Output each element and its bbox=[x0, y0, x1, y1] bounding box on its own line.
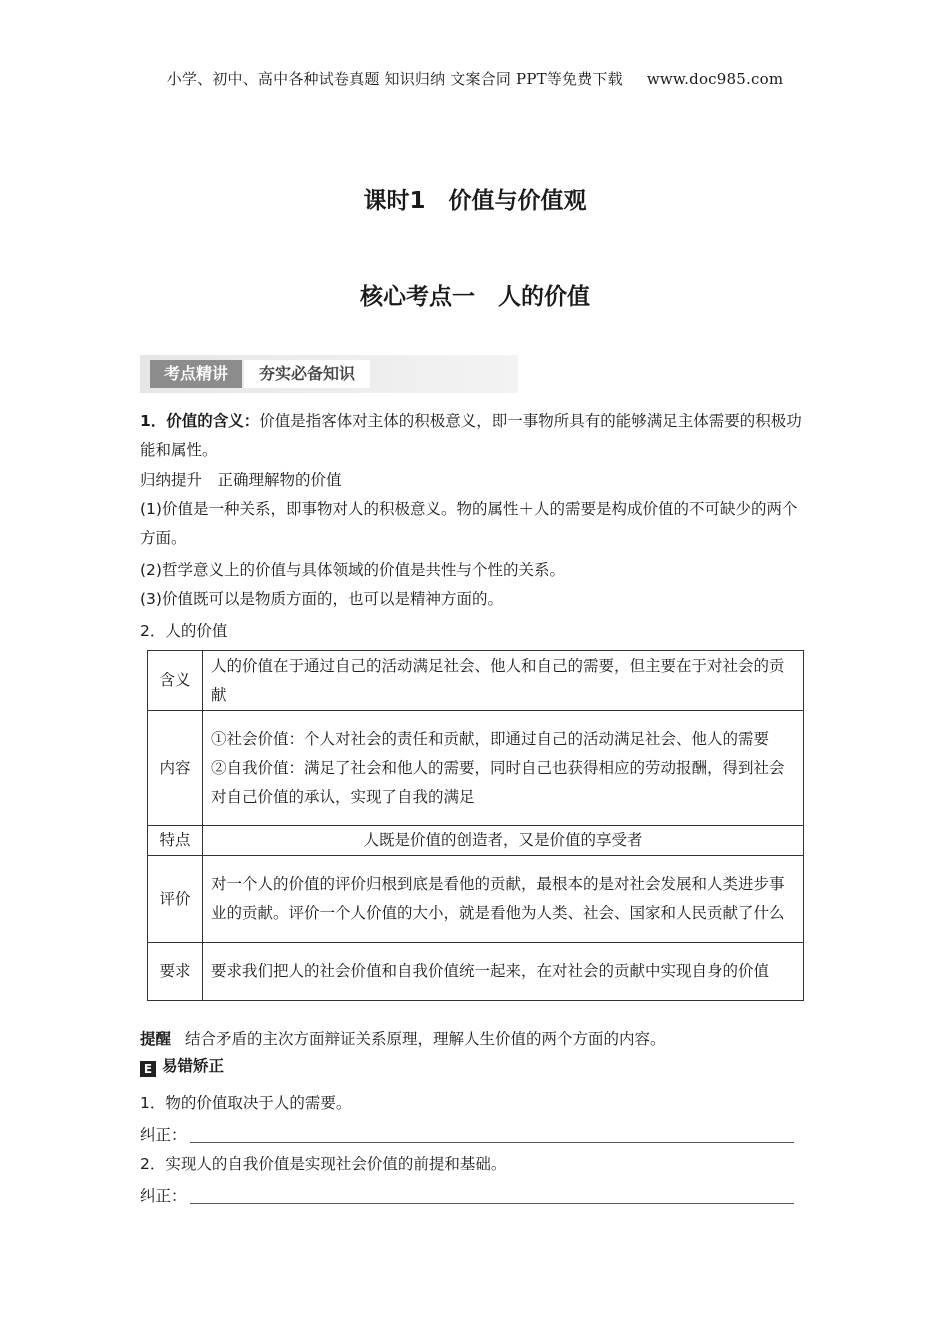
table-key: 评价 bbox=[148, 856, 203, 943]
table-key: 要求 bbox=[148, 943, 203, 1001]
summary-item: (2)哲学意义上的价值与具体领域的价值是共性与个性的关系。 bbox=[140, 561, 565, 579]
table-value-line: ②自我价值：满足了社会和他人的需要，同时自己也获得相应的劳动报酬，得到社会对自己价值的承认，实现了自我的满足 bbox=[211, 758, 785, 806]
fix-answer-line[interactable] bbox=[190, 1142, 794, 1143]
definition-label: 1．价值的含义： bbox=[140, 412, 260, 430]
error-section-icon: E bbox=[140, 1061, 156, 1077]
table-row bbox=[148, 943, 804, 1001]
header-text: 小学、初中、高中各种试卷真题 知识归纳 文案合同 PPT等免费下载 bbox=[166, 70, 623, 88]
table-value: 对一个人的价值的评价归根到底是看他的贡献，最根本的是对社会发展和人类进步事业的贡献。评价一个人价值的大小，就是看他为人类、社会、国家和人民贡献了什么 bbox=[203, 856, 804, 943]
table-key: 内容 bbox=[148, 711, 203, 826]
table-row bbox=[148, 826, 804, 856]
table-value: 人既是价值的创造者，又是价值的享受者 bbox=[203, 826, 804, 856]
fix-label: 纠正： bbox=[140, 1126, 187, 1144]
error-statement: 2．实现人的自我价值是实现社会价值的前提和基础。 bbox=[140, 1155, 507, 1173]
section-title: 核心考点一 人的价值 bbox=[360, 284, 590, 310]
table-row bbox=[148, 711, 804, 826]
human-value-title: 2．人的价值 bbox=[140, 622, 228, 640]
table-row bbox=[148, 856, 804, 943]
reminder-text: 结合矛盾的主次方面辩证关系原理，理解人生价值的两个方面的内容。 bbox=[185, 1030, 666, 1048]
table-key: 特点 bbox=[148, 826, 203, 856]
summary-item: (1)价值是一种关系，即事物对人的积极意义。物的属性＋人的需要是构成价值的不可缺少的两个方面。 bbox=[140, 500, 798, 547]
section-banner bbox=[140, 355, 518, 393]
table-value: 人的价值在于通过自己的活动满足社会、他人和自己的需要，但主要在于对社会的贡献 bbox=[203, 651, 804, 711]
human-value-table bbox=[147, 650, 804, 1001]
reminder-label: 提醒 bbox=[140, 1030, 172, 1048]
table-value-line: ①社会价值：个人对社会的责任和贡献，即通过自己的活动满足社会、他人的需要 bbox=[211, 729, 770, 748]
value-definition bbox=[140, 407, 810, 465]
error-section-label: 易错矫正 bbox=[162, 1057, 225, 1075]
fix-label: 纠正： bbox=[140, 1187, 187, 1205]
summary-item: (3)价值既可以是物质方面的，也可以是精神方面的。 bbox=[140, 590, 503, 608]
table-value: 要求我们把人的社会价值和自我价值统一起来，在对社会的贡献中实现自身的价值 bbox=[203, 943, 804, 1001]
page-title: 课时1 价值与价值观 bbox=[363, 188, 587, 214]
definition-text: 价值是指客体对主体的积极意义，即一事物所具有的能够满足主体需要的积极功能和属性。 bbox=[140, 412, 802, 459]
banner-tag-secondary: 夯实必备知识 bbox=[244, 360, 370, 388]
banner-tag-primary: 考点精讲 bbox=[150, 360, 242, 388]
table-row bbox=[148, 651, 804, 711]
page-header bbox=[0, 68, 950, 89]
reminder bbox=[140, 1025, 810, 1054]
error-section-title bbox=[140, 1052, 810, 1081]
fix-answer-line[interactable] bbox=[190, 1203, 794, 1204]
summary-title: 归纳提升 正确理解物的价值 bbox=[140, 471, 342, 489]
header-site[interactable]: www.doc985.com bbox=[646, 70, 784, 88]
error-statement: 1．物的价值取决于人的需要。 bbox=[140, 1094, 352, 1112]
table-key: 含义 bbox=[148, 651, 203, 711]
table-value bbox=[203, 711, 804, 826]
